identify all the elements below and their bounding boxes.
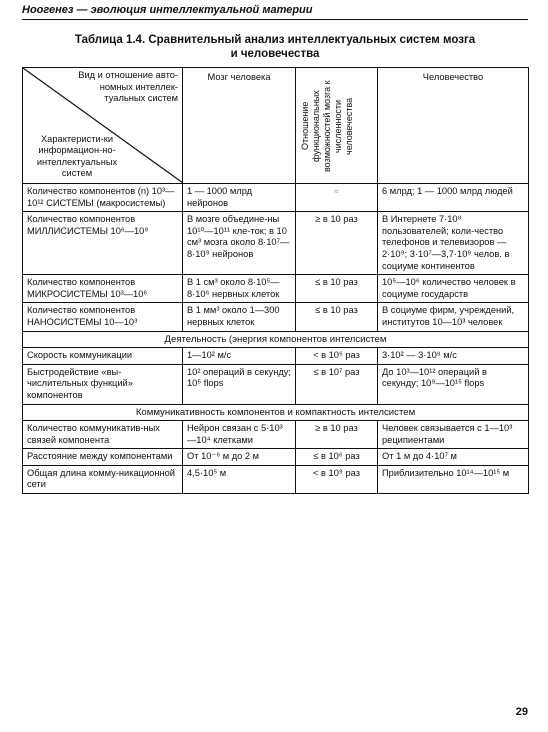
cell-ratio: < в 10⁶ раз: [296, 348, 378, 365]
cell-brain: 10² операций в секунду; 10⁵ flops: [183, 364, 296, 404]
table-row: [23, 421, 529, 449]
cell-humanity: До 10³—10¹² операций в секунду; 10⁹—10¹⁵ flops: [378, 364, 529, 404]
header-humanity: Человечество: [378, 68, 529, 184]
cell-brain: 1—10² м/с: [183, 348, 296, 365]
cell-brain: В мозге объедине-ны 10¹⁰—10¹¹ кле-ток; в 10 см³ мозга около 8·10⁷—8·10⁹ нейронов: [183, 212, 296, 275]
cell-characteristic: Количество компонентов МИЛЛИСИСТЕМЫ 10⁶—10⁹: [23, 212, 183, 275]
cell-characteristic: Скорость коммуникации: [23, 348, 183, 365]
table-row: [23, 465, 529, 493]
cell-brain: От 10⁻⁶ м до 2 м: [183, 449, 296, 466]
header-bottom-label: Характеристи-ки информацион-но-интеллектуальных систем: [36, 133, 118, 179]
table-row: [23, 348, 529, 365]
cell-ratio: ≤ в 10 раз: [296, 275, 378, 303]
cell-humanity: В Интернете 7·10⁸ пользователей; коли-чество телефонов и телевизоров — 2·10⁹; 3·10⁷—3,7·10⁹ челов. в социуме континентов: [378, 212, 529, 275]
cell-ratio: ≈: [296, 184, 378, 212]
cell-ratio: ≥ в 10 раз: [296, 421, 378, 449]
cell-humanity: Человек связывается с 1—10³ реципиентами: [378, 421, 529, 449]
table-header-row: [23, 68, 529, 184]
cell-characteristic: Количество компонентов НАНОСИСТЕМЫ 10—10³: [23, 303, 183, 331]
table-row: [23, 275, 529, 303]
caption-line-1: Таблица 1.4. Сравнительный анализ интеллектуальных систем мозга: [74, 34, 476, 46]
header-ratio: [296, 68, 378, 184]
cell-ratio: < в 10⁹ раз: [296, 465, 378, 493]
cell-humanity: 6 млрд; 1 — 1000 млрд людей: [378, 184, 529, 212]
running-head: Ноогенез — эволюция интеллектуальной материи: [22, 4, 528, 20]
cell-ratio: ≤ в 10 раз: [296, 303, 378, 331]
cell-characteristic: Расстояние между компонентами: [23, 449, 183, 466]
caption-line-2: и человечества: [230, 48, 320, 60]
cell-ratio: ≤ в 10⁶ раз: [296, 449, 378, 466]
cell-humanity: От 1 м до 4·10⁷ м: [378, 449, 529, 466]
section-title: Деятельность (энергия компонентов интелсистем: [23, 331, 529, 348]
table-row: [23, 449, 529, 466]
diagonal-header-cell: [23, 68, 183, 184]
cell-humanity: Приблизительно 10¹⁴—10¹⁵ м: [378, 465, 529, 493]
section-title: Коммуникативность компонентов и компактность интелсистем: [23, 404, 529, 421]
cell-brain: Нейрон связан с 5·10³—10⁴ клетками: [183, 421, 296, 449]
table-row: [23, 184, 529, 212]
cell-brain: В 1 мм³ около 1—300 нервных клеток: [183, 303, 296, 331]
cell-ratio: ≥ в 10 раз: [296, 212, 378, 275]
section-row: [23, 404, 529, 421]
cell-brain: В 1 см³ около 8·10⁵—8·10⁶ нервных клеток: [183, 275, 296, 303]
cell-characteristic: Количество компонентов (n) 10³—10¹² СИСТЕМЫ (макросистемы): [23, 184, 183, 212]
header-top-label: Вид и отношение авто-номных интеллек-туальных систем: [78, 70, 178, 104]
cell-humanity: 10⁵—10⁶ количество человек в социуме государств: [378, 275, 529, 303]
header-brain: Мозг человека: [183, 68, 296, 184]
table-row: [23, 364, 529, 404]
cell-brain: 1 — 1000 млрд нейронов: [183, 184, 296, 212]
section-row: [23, 331, 529, 348]
table-row: [23, 212, 529, 275]
cell-characteristic: Общая длина комму-никационной сети: [23, 465, 183, 493]
table-row: [23, 303, 529, 331]
table-caption: [22, 33, 528, 61]
page-number: 29: [515, 706, 528, 718]
cell-humanity: 3·10² — 3·10⁸ м/с: [378, 348, 529, 365]
cell-ratio: ≤ в 10⁷ раз: [296, 364, 378, 404]
table-body: [23, 184, 529, 494]
cell-characteristic: Быстродействие «вы-числительных функций» компонентов: [23, 364, 183, 404]
cell-brain: 4,5·10⁵ м: [183, 465, 296, 493]
cell-characteristic: Количество коммуникатив-ных связей компонента: [23, 421, 183, 449]
cell-characteristic: Количество компонентов МИКРОСИСТЕМЫ 10³—10⁶: [23, 275, 183, 303]
header-ratio-text: Отношение функциональных возможностей мозга к численности человечества: [300, 80, 354, 172]
cell-humanity: В социуме фирм, учреждений, институтов 10—10³ человек: [378, 303, 529, 331]
comparison-table: [22, 67, 529, 494]
